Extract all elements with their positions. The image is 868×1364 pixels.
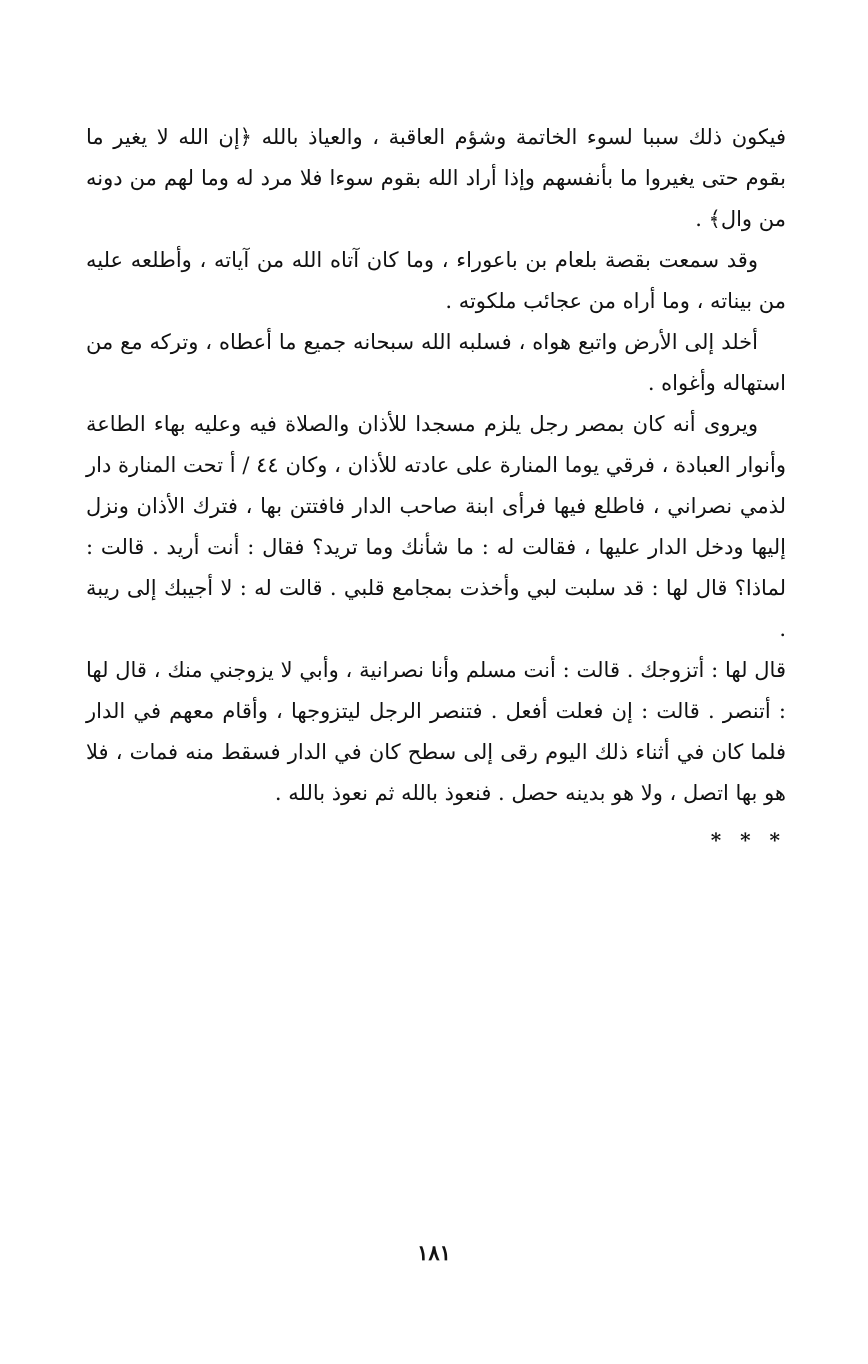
paragraph-4: ويروى أنه كان بمصر رجل يلزم مسجدا للأذان والصلاة فيه وعليه بهاء الطاعة وأنوار العبادة ، فرقي يوما المنارة على عادته للأذان ، وكان ٤٤ / أ تحت المنارة دار لذمي نصراني ، فاطلع فيها فرأى ابنة صاحب الدار فافتتن بها ، فترك الأذان ونزل إليها ودخل الدار عليها ، فقالت له : ما شأنك وما تريد؟ فقال : أنت أريد . قالت : لماذا؟ قال لها : قد سلبت لبي وأخذت بمجامع قلبي . قالت له : لا أجيبك إلى ريبة . bbox=[86, 412, 786, 641]
paragraph-1: فيكون ذلك سببا لسوء الخاتمة وشؤم العاقبة ، والعياذ بالله ﴿إن الله لا يغير ما بقوم حتى يغيروا ما بأنفسهم وإذا أراد الله بقوم سوءا فلا مرد له وما لهم من دونه من وال﴾ . bbox=[86, 125, 786, 231]
section-separator: * * * bbox=[710, 828, 786, 852]
paragraph-2: وقد سمعت بقصة بلعام بن باعوراء ، وما كان آتاه الله من آياته ، وأطلعه عليه من بيناته ، وما أراه من عجائب ملكوته . bbox=[86, 248, 786, 313]
paragraph-3: أخلد إلى الأرض واتبع هواه ، فسلبه الله سبحانه جميع ما أعطاه ، وتركه مع من استهاله وأغواه . bbox=[86, 330, 786, 395]
body-text bbox=[86, 117, 786, 861]
paragraph-5: قال لها : أتزوجك . قالت : أنت مسلم وأنا نصرانية ، وأبي لا يزوجني منك ، قال لها : أتنصر . قالت : إن فعلت أفعل . فتنصر الرجل ليتزوجها ، وأقام معهم في الدار فلما كان في أثناء ذلك اليوم رقى إلى سطح كان في الدار فسقط منه فمات ، فلا هو بها اتصل ، ولا هو بدينه حصل . فنعوذ بالله ثم نعوذ بالله . bbox=[86, 658, 786, 805]
page-number: ١٨١ bbox=[417, 1240, 451, 1265]
